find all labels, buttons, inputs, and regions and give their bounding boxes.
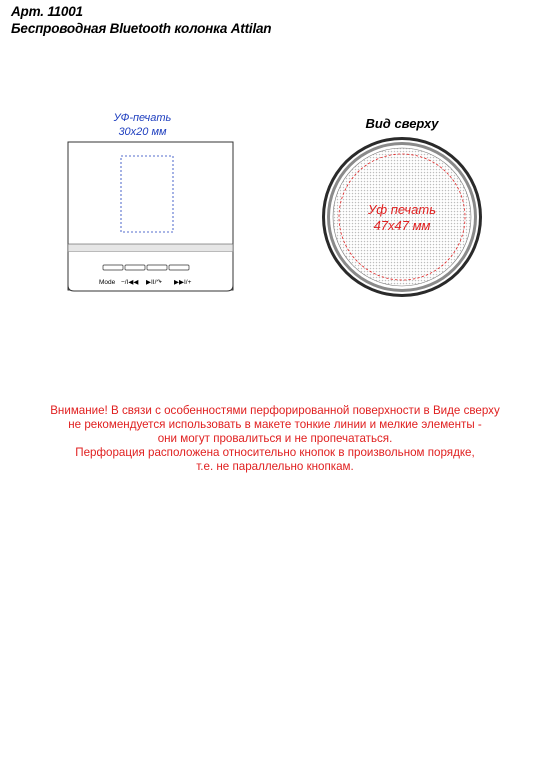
button-4	[169, 265, 189, 270]
button-label-prev: −/I◀◀	[121, 279, 139, 286]
product-title: Беспроводная Bluetooth колонка Attilan	[11, 21, 272, 36]
warning-line-1: Внимание! В связи с особенностями перфорированной поверхности в Виде сверху	[50, 404, 500, 417]
button-label-play: ▶II/↷	[146, 279, 162, 286]
front-print-size: 30х20 мм	[118, 126, 167, 138]
top-print-size: 47х47 мм	[373, 218, 431, 233]
warning-note	[10, 404, 540, 474]
button-2	[125, 265, 145, 270]
front-view-speaker	[68, 142, 233, 291]
top-view-speaker	[322, 137, 482, 297]
top-view-title: Вид сверху	[365, 116, 439, 131]
speaker-band	[68, 244, 233, 252]
button-1	[103, 265, 123, 270]
warning-line-2: не рекомендуется использовать в макете тонкие линии и мелкие элементы -	[68, 418, 482, 431]
button-label-mode: Mode	[99, 279, 116, 286]
button-3	[147, 265, 167, 270]
top-print-label: Уф печать	[367, 202, 437, 217]
warning-line-5: т.е. не параллельно кнопкам.	[196, 460, 354, 473]
button-label-next: ▶▶I/+	[174, 279, 192, 286]
warning-line-3: они могут провалиться и не пропечататься.	[157, 432, 393, 445]
article-number: Арт. 11001	[11, 4, 83, 19]
front-print-label: УФ-печать	[113, 112, 172, 124]
warning-line-4: Перфорация расположена относительно кнопок в произвольном порядке,	[75, 446, 475, 459]
perforated-grill	[333, 148, 471, 286]
